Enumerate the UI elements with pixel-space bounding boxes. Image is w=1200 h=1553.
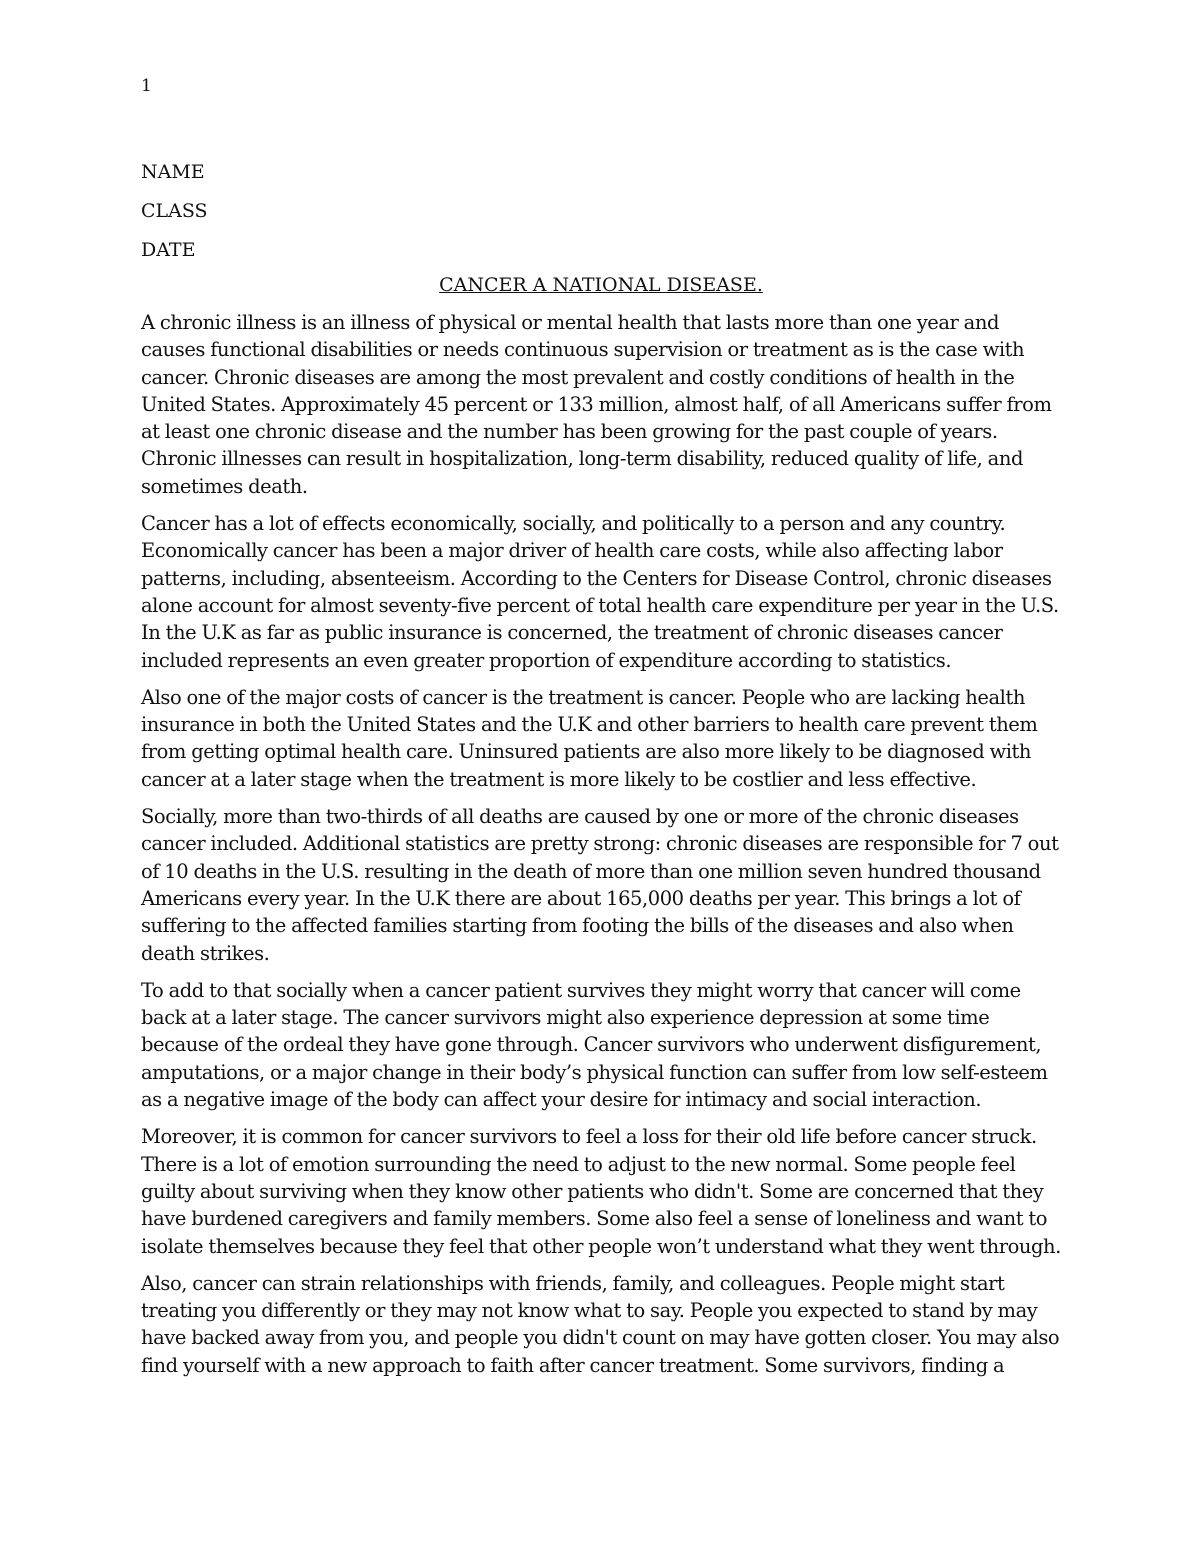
document-title: CANCER A NATIONAL DISEASE. [439, 274, 763, 296]
document-body [141, 309, 1066, 1389]
page-number: 1 [141, 76, 152, 96]
paragraph-6: Moreover, it is common for cancer survivors to feel a loss for their old life before cancer struck. There is a lot of emotion surrounding the need to adjust to the new normal. Some people feel guilty about surviving when they know other patients who didn't. Some are concerned that they have burdened caregivers and family members. Some also feel a sense of loneliness and want to isolate themselves because they feel that other people won’t understand what they went through. [141, 1125, 1061, 1258]
student-header [141, 153, 1061, 270]
paragraph-2: Cancer has a lot of effects economically, socially, and politically to a person and any country. Economically cancer has been a major driver of health care costs, while also affecting labor patterns, including, absenteeism. According to the Centers for Disease Control, chronic diseases alone account for almost seventy-five percent of total health care expenditure per year in the U.S. In the U.K as far as public insurance is concerned, the treatment of chronic diseases cancer included represents an even greater proportion of expenditure according to statistics. [141, 512, 1059, 672]
paragraph-5: To add to that socially when a cancer patient survives they might worry that cancer will come back at a later stage. The cancer survivors might also experience depression at some time because of the ordeal they have gone through. Cancer survivors who underwent disfigurement, amputations, or a major change in their body’s physical function can suffer from low self-esteem as a negative image of the body can affect your desire for intimacy and social interaction. [141, 978, 1048, 1112]
paragraph-3: Also one of the major costs of cancer is the treatment is cancer. People who are lacking health insurance in both the United States and the U.K and other barriers to health care prevent them from getting optimal health care. Uninsured patients are also more likely to be diagnosed with cancer at a later stage when the treatment is more likely to be costlier and less effective. [141, 685, 1038, 791]
paragraph-1: A chronic illness is an illness of physical or mental health that lasts more than one year and causes functional disabilities or needs continuous supervision or treatment as is the case with cancer. Chronic diseases are among the most prevalent and costly conditions of health in the United States. Approximately 45 percent or 133 million, almost half, of all Americans suffer from at least one chronic disease and the number has been growing for the past couple of years. Chronic illnesses can result in hospitalization, long-term disability, reduced quality of life, and sometimes death. [141, 311, 1052, 498]
header-name: NAME [141, 161, 205, 183]
header-class: CLASS [141, 200, 208, 222]
paragraph-7: Also, cancer can strain relationships with friends, family, and colleagues. People might start treating you differently or they may not know what to say. People you expected to stand by may have backed away from you, and people you didn't count on may have gotten closer. You may also find yourself with a new approach to faith after cancer treatment. Some survivors, finding a [141, 1271, 1060, 1377]
header-date: DATE [141, 239, 196, 261]
paragraph-4: Socially, more than two-thirds of all deaths are caused by one or more of the chronic diseases cancer included. Additional statistics are pretty strong: chronic diseases are responsible for 7 out of 10 deaths in the U.S. resulting in the death of more than one million seven hundred thousand Americans every year. In the U.K there are about 165,000 deaths per year. This brings a lot of suffering to the affected families starting from footing the bills of the diseases and also when death strikes. [141, 805, 1059, 965]
